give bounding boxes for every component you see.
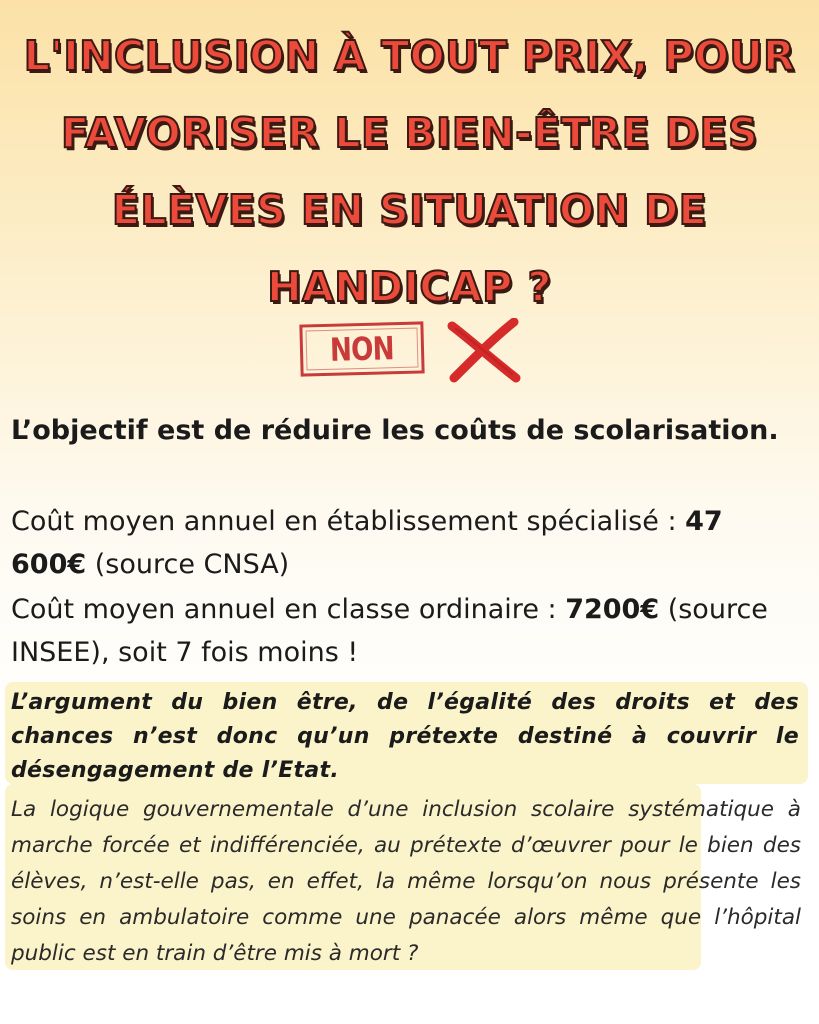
page-title: L'INCLUSION À TOUT PRIX, POUR FAVORISER LE BIEN-ÊTRE DES ÉLÈVES EN SITUATION DE HANDICAP ? xyxy=(23,32,796,311)
objective-paragraph: L’objectif est de réduire les coûts de scolarisation. xyxy=(11,415,779,446)
ordinary-cost-label: Coût moyen annuel en classe ordinaire : xyxy=(11,594,566,625)
government-logic-paragraph: La logique gouvernementale d’une inclusion scolaire systématique à marche forcée et indifférenciée, au prétexte d’œuvrer pour le bien des élèves, n’est-elle pas, en effet, la même lorsqu’on nous présente les soins en ambulatoire comme une panacée alors même que l’hôpital public est en train d’être mis à mort ? xyxy=(11,797,801,966)
specialized-cost-label: Coût moyen annuel en établissement spécialisé : xyxy=(11,506,686,537)
stamp-row xyxy=(296,318,536,388)
red-x-icon xyxy=(446,318,522,384)
stamp-label: NON xyxy=(329,329,395,369)
ordinary-cost-amount: 7200€ xyxy=(565,594,660,625)
specialized-cost-source: (source CNSA) xyxy=(86,549,290,580)
non-stamp xyxy=(299,321,424,376)
ordinary-cost-source: (source INSEE), soit 7 fois moins ! xyxy=(11,594,768,668)
ordinary-cost-paragraph xyxy=(11,588,787,674)
argument-highlight: L’argument du bien être, de l’égalité des droits et des chances n’est donc qu’un prétexte destiné à couvrir le désengagement de l’Etat. xyxy=(11,690,799,783)
specialized-cost-paragraph xyxy=(11,500,787,586)
specialized-cost-amount: 47 600€ xyxy=(11,506,723,580)
